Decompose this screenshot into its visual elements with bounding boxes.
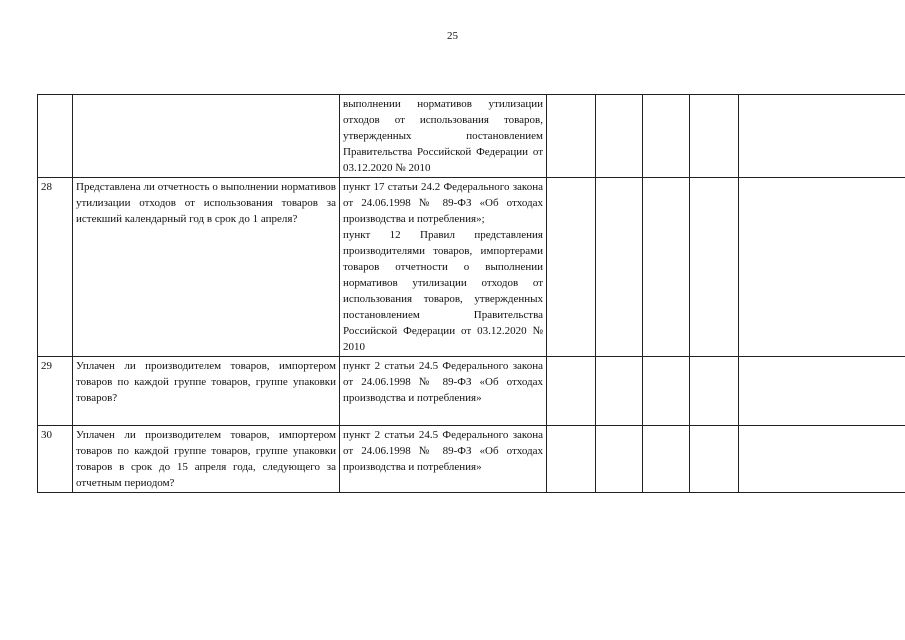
legal-basis-text: выполнении нормативов утилизации отходов от использования товаров, утвержденных постановлением Правительства Российской Федерации от 03.12.2020 № 2010 (343, 98, 543, 174)
answer-extra-cell (690, 95, 739, 178)
cell-spacer (343, 406, 543, 424)
notes-cell (739, 178, 905, 357)
answer-na-cell (643, 357, 690, 426)
legal-basis-cell (340, 426, 547, 493)
answer-no-cell (596, 95, 643, 178)
question-cell: Уплачен ли производителем товаров, импортером товаров по каждой группе товаров, группе упаковки товаров в срок до 15 апреля года, следующего за отчетным периодом? (73, 426, 340, 493)
legal-basis-cell (340, 357, 547, 426)
legal-basis-cell (340, 178, 547, 357)
question-cell: Представлена ли отчетность о выполнении нормативов утилизации отходов от использования товаров за истекший календарный год в срок до 1 апреля? (73, 178, 340, 357)
question-cell (73, 95, 340, 178)
answer-yes-cell (547, 95, 596, 178)
row-number (38, 95, 73, 178)
legal-basis-text: пункт 17 статьи 24.2 Федерального закона от 24.06.1998 № 89-ФЗ «Об отходах производства и потребления»; (343, 181, 543, 225)
notes-cell (739, 357, 905, 426)
answer-no-cell (596, 178, 643, 357)
table-row (38, 95, 905, 178)
answer-no-cell (596, 426, 643, 493)
row-number: 29 (38, 357, 73, 426)
legal-basis-text: пункт 2 статьи 24.5 Федерального закона от 24.06.1998 № 89-ФЗ «Об отходах производства и потребления» (343, 429, 543, 473)
answer-no-cell (596, 357, 643, 426)
answer-extra-cell (690, 357, 739, 426)
answer-extra-cell (690, 426, 739, 493)
notes-cell (739, 426, 905, 493)
notes-cell (739, 95, 905, 178)
answer-yes-cell (547, 178, 596, 357)
answer-yes-cell (547, 426, 596, 493)
answer-extra-cell (690, 178, 739, 357)
answer-na-cell (643, 426, 690, 493)
answer-na-cell (643, 95, 690, 178)
answer-yes-cell (547, 357, 596, 426)
row-number: 30 (38, 426, 73, 493)
table-row (38, 426, 905, 493)
question-cell: Уплачен ли производителем товаров, импортером товаров по каждой группе товаров, группе упаковки товаров? (73, 357, 340, 426)
table-row (38, 357, 905, 426)
table-row (38, 178, 905, 357)
answer-na-cell (643, 178, 690, 357)
row-number: 28 (38, 178, 73, 357)
checklist-table (37, 94, 905, 493)
legal-basis-text: пункт 12 Правил представления производителями товаров, импортерами товаров отчетности о выполнении нормативов утилизации отходов от использования товаров, утвержденных постановлением Правительства Российской Федерации от 03.12.2020 № 2010 (343, 229, 543, 353)
legal-basis-cell (340, 95, 547, 178)
page-number: 25 (447, 30, 458, 42)
legal-basis-text: пункт 2 статьи 24.5 Федерального закона от 24.06.1998 № 89-ФЗ «Об отходах производства и потребления» (343, 360, 543, 404)
